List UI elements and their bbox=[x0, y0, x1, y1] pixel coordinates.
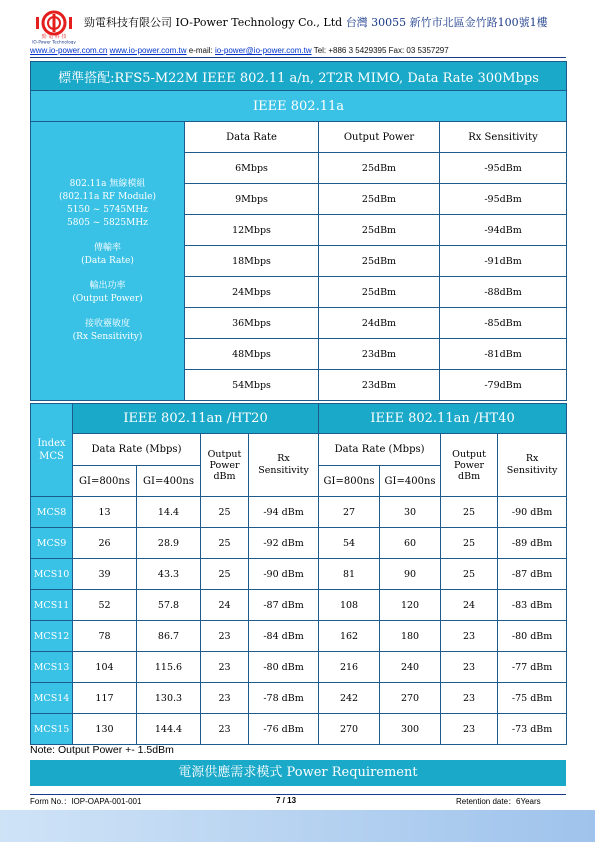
rate-cell: 12Mbps bbox=[185, 215, 319, 246]
mcs-value-cell: -90 dBm bbox=[249, 559, 319, 590]
col-header-data-rate: Data Rate bbox=[185, 122, 319, 153]
mcs-value-cell: 60 bbox=[380, 528, 441, 559]
mcs-value-cell: -87 dBm bbox=[498, 559, 567, 590]
mcs-value-cell: 13 bbox=[73, 497, 137, 528]
logo-text-cn: 勁 電 科 技 bbox=[41, 34, 67, 40]
mcs-value-cell: 23 bbox=[441, 621, 498, 652]
mcs-value-cell: 162 bbox=[319, 621, 380, 652]
ht40-gi800-header: GI=800ns bbox=[319, 466, 380, 497]
power-cell: 23dBm bbox=[319, 339, 440, 370]
mcs-value-cell: -90 dBm bbox=[498, 497, 567, 528]
mcs-value-cell: 23 bbox=[441, 714, 498, 745]
power-cell: 25dBm bbox=[319, 153, 440, 184]
rate-cell: 36Mbps bbox=[185, 308, 319, 339]
mcs-value-cell: 28.9 bbox=[137, 528, 201, 559]
table-row bbox=[31, 652, 567, 683]
mcs-value-cell: 26 bbox=[73, 528, 137, 559]
mcs-value-cell: -80 dBm bbox=[249, 652, 319, 683]
mcs-value-cell: -80 dBm bbox=[498, 621, 567, 652]
mcs-value-cell: 90 bbox=[380, 559, 441, 590]
sensitivity-cell: -79dBm bbox=[440, 370, 567, 401]
phone-fax: Tel: +886 3 5429395 Fax: 03 5357297 bbox=[313, 46, 449, 55]
ht40-gi400-header: GI=400ns bbox=[380, 466, 441, 497]
mcs-value-cell: 130 bbox=[73, 714, 137, 745]
sensitivity-cell: -91dBm bbox=[440, 246, 567, 277]
mcs-value-cell: 270 bbox=[380, 683, 441, 714]
power-cell: 25dBm bbox=[319, 246, 440, 277]
mcs-value-cell: 30 bbox=[380, 497, 441, 528]
mcs-value-cell: 43.3 bbox=[137, 559, 201, 590]
mcs-value-cell: -89 dBm bbox=[498, 528, 567, 559]
mcs-index-cell: MCS11 bbox=[31, 590, 73, 621]
table-row bbox=[31, 590, 567, 621]
power-requirement-bar: 電源供應需求模式 Power Requirement bbox=[30, 760, 566, 786]
mcs-value-cell: -84 dBm bbox=[249, 621, 319, 652]
header-divider bbox=[30, 57, 566, 58]
mcs-value-cell: 300 bbox=[380, 714, 441, 745]
ht40-title: IEEE 802.11an /HT40 bbox=[319, 404, 567, 434]
table-row bbox=[31, 621, 567, 652]
website-tw-link[interactable]: www.io-power.com.tw bbox=[109, 46, 187, 55]
mcs-value-cell: 115.6 bbox=[137, 652, 201, 683]
company-logo bbox=[30, 10, 78, 44]
mcs-value-cell: 25 bbox=[441, 497, 498, 528]
rate-cell: 24Mbps bbox=[185, 277, 319, 308]
mcs-value-cell: 52 bbox=[73, 590, 137, 621]
mcs-index-cell: MCS14 bbox=[31, 683, 73, 714]
mcs-value-cell: 25 bbox=[201, 497, 249, 528]
mcs-value-cell: 104 bbox=[73, 652, 137, 683]
output-power-note: Note: Output Power +- 1.5dBm bbox=[30, 744, 174, 756]
ht20-data-rate-header: Data Rate (Mbps) bbox=[73, 434, 201, 466]
power-cell: 23dBm bbox=[319, 370, 440, 401]
mcs-value-cell: 144.4 bbox=[137, 714, 201, 745]
mcs-value-cell: 54 bbox=[319, 528, 380, 559]
ht20-title: IEEE 802.11an /HT20 bbox=[73, 404, 319, 434]
ht20-gi800-header: GI=800ns bbox=[73, 466, 137, 497]
mcs-value-cell: 23 bbox=[201, 683, 249, 714]
ht40-output-power-header: Output Power dBm bbox=[441, 434, 498, 497]
mcs-value-cell: 23 bbox=[441, 683, 498, 714]
mcs-value-cell: 130.3 bbox=[137, 683, 201, 714]
company-name: 勁電科技有限公司 IO-Power Technology Co., Ltd bbox=[84, 16, 343, 29]
mcs-value-cell: 242 bbox=[319, 683, 380, 714]
mcs-value-cell: 39 bbox=[73, 559, 137, 590]
mcs-value-cell: 23 bbox=[201, 714, 249, 745]
sensitivity-cell: -85dBm bbox=[440, 308, 567, 339]
mcs-value-cell: -87 dBm bbox=[249, 590, 319, 621]
power-cell: 25dBm bbox=[319, 277, 440, 308]
mcs-value-cell: 117 bbox=[73, 683, 137, 714]
retention-date: Retention date：6Years bbox=[456, 797, 541, 806]
mcs-value-cell: 23 bbox=[201, 621, 249, 652]
rate-cell: 54Mbps bbox=[185, 370, 319, 401]
mcs-index-cell: MCS10 bbox=[31, 559, 73, 590]
mcs-value-cell: 25 bbox=[441, 528, 498, 559]
company-address: 台灣 30055 新竹市北區金竹路100號1樓 bbox=[345, 16, 548, 29]
contact-line bbox=[30, 46, 449, 55]
power-cell: 24dBm bbox=[319, 308, 440, 339]
mcs-value-cell: 23 bbox=[201, 652, 249, 683]
power-cell: 25dBm bbox=[319, 215, 440, 246]
email-link[interactable]: io-power@io-power.com.tw bbox=[215, 46, 312, 55]
mcs-value-cell: 270 bbox=[319, 714, 380, 745]
ht40-rx-sensitivity-header: Rx Sensitivity bbox=[498, 434, 567, 497]
table-row bbox=[31, 528, 567, 559]
sensitivity-cell: -95dBm bbox=[440, 184, 567, 215]
mcs-value-cell: 23 bbox=[441, 652, 498, 683]
mcs-value-cell: 25 bbox=[441, 559, 498, 590]
mcs-value-cell: 25 bbox=[201, 528, 249, 559]
page-number: 7 / 13 bbox=[276, 796, 297, 805]
footer-divider bbox=[30, 794, 566, 795]
mcs-index-cell: MCS9 bbox=[31, 528, 73, 559]
form-number: Form No.：IOP-OAPA-001-001 bbox=[30, 797, 142, 806]
mcs-index-cell: MCS12 bbox=[31, 621, 73, 652]
mcs-value-cell: 120 bbox=[380, 590, 441, 621]
rate-cell: 18Mbps bbox=[185, 246, 319, 277]
mcs-value-cell: -94 dBm bbox=[249, 497, 319, 528]
mcs-value-cell: -73 dBm bbox=[498, 714, 567, 745]
table-row bbox=[31, 683, 567, 714]
sensitivity-cell: -81dBm bbox=[440, 339, 567, 370]
mcs-value-cell: 25 bbox=[201, 559, 249, 590]
mcs-value-cell: 216 bbox=[319, 652, 380, 683]
ieee-80211n-table bbox=[30, 403, 567, 745]
sensitivity-cell: -88dBm bbox=[440, 277, 567, 308]
power-cell: 25dBm bbox=[319, 184, 440, 215]
ieee-a-title: IEEE 802.11a bbox=[31, 91, 567, 122]
index-mcs-header: Index MCS bbox=[31, 404, 73, 497]
table-row bbox=[31, 714, 567, 745]
mcs-value-cell: -76 dBm bbox=[249, 714, 319, 745]
sensitivity-cell: -95dBm bbox=[440, 153, 567, 184]
mcs-value-cell: 180 bbox=[380, 621, 441, 652]
mcs-value-cell: 108 bbox=[319, 590, 380, 621]
table-row bbox=[31, 497, 567, 528]
mcs-index-cell: MCS13 bbox=[31, 652, 73, 683]
website-cn-link[interactable]: www.io-power.com.cn bbox=[30, 46, 108, 55]
company-name-line bbox=[84, 14, 548, 30]
mcs-value-cell: 27 bbox=[319, 497, 380, 528]
mcs-value-cell: 14.4 bbox=[137, 497, 201, 528]
ht20-output-power-header: Output Power dBm bbox=[201, 434, 249, 497]
mcs-value-cell: 86.7 bbox=[137, 621, 201, 652]
mcs-value-cell: -75 dBm bbox=[498, 683, 567, 714]
mcs-value-cell: -92 dBm bbox=[249, 528, 319, 559]
ht20-gi400-header: GI=400ns bbox=[137, 466, 201, 497]
ht40-data-rate-header: Data Rate (Mbps) bbox=[319, 434, 441, 466]
mcs-index-cell: MCS8 bbox=[31, 497, 73, 528]
email-label: e-mail: bbox=[188, 46, 213, 55]
rate-cell: 6Mbps bbox=[185, 153, 319, 184]
rate-cell: 9Mbps bbox=[185, 184, 319, 215]
ht20-rx-sensitivity-header: Rx Sensitivity bbox=[249, 434, 319, 497]
footer-stripe bbox=[0, 810, 595, 842]
mcs-value-cell: 24 bbox=[441, 590, 498, 621]
mcs-value-cell: -77 dBm bbox=[498, 652, 567, 683]
mcs-value-cell: 81 bbox=[319, 559, 380, 590]
mcs-value-cell: -78 dBm bbox=[249, 683, 319, 714]
sensitivity-cell: -94dBm bbox=[440, 215, 567, 246]
title-bar: 標準搭配:RFS5-M22M IEEE 802.11 a/n, 2T2R MIMO, Data Rate 300Mbps bbox=[31, 62, 567, 91]
ieee-80211a-table bbox=[30, 61, 567, 401]
mcs-value-cell: 24 bbox=[201, 590, 249, 621]
col-header-rx-sensitivity: Rx Sensitivity bbox=[440, 122, 567, 153]
rf-module-description: 802.11a 無線模組 (802.11a RF Module) 5150 ~ 5745MHz 5805 ~ 5825MHz 傳輸率 (Data Rate) 輸出功率 (Output Power) 接收靈敏度 (Rx Sensitivity) bbox=[31, 122, 185, 401]
mcs-value-cell: 57.8 bbox=[137, 590, 201, 621]
mcs-index-cell: MCS15 bbox=[31, 714, 73, 745]
mcs-value-cell: -83 dBm bbox=[498, 590, 567, 621]
mcs-value-cell: 240 bbox=[380, 652, 441, 683]
rate-cell: 48Mbps bbox=[185, 339, 319, 370]
logo-text-en: IO-Power Technology bbox=[32, 39, 76, 44]
table-row bbox=[31, 559, 567, 590]
col-header-output-power: Output Power bbox=[319, 122, 440, 153]
mcs-value-cell: 78 bbox=[73, 621, 137, 652]
